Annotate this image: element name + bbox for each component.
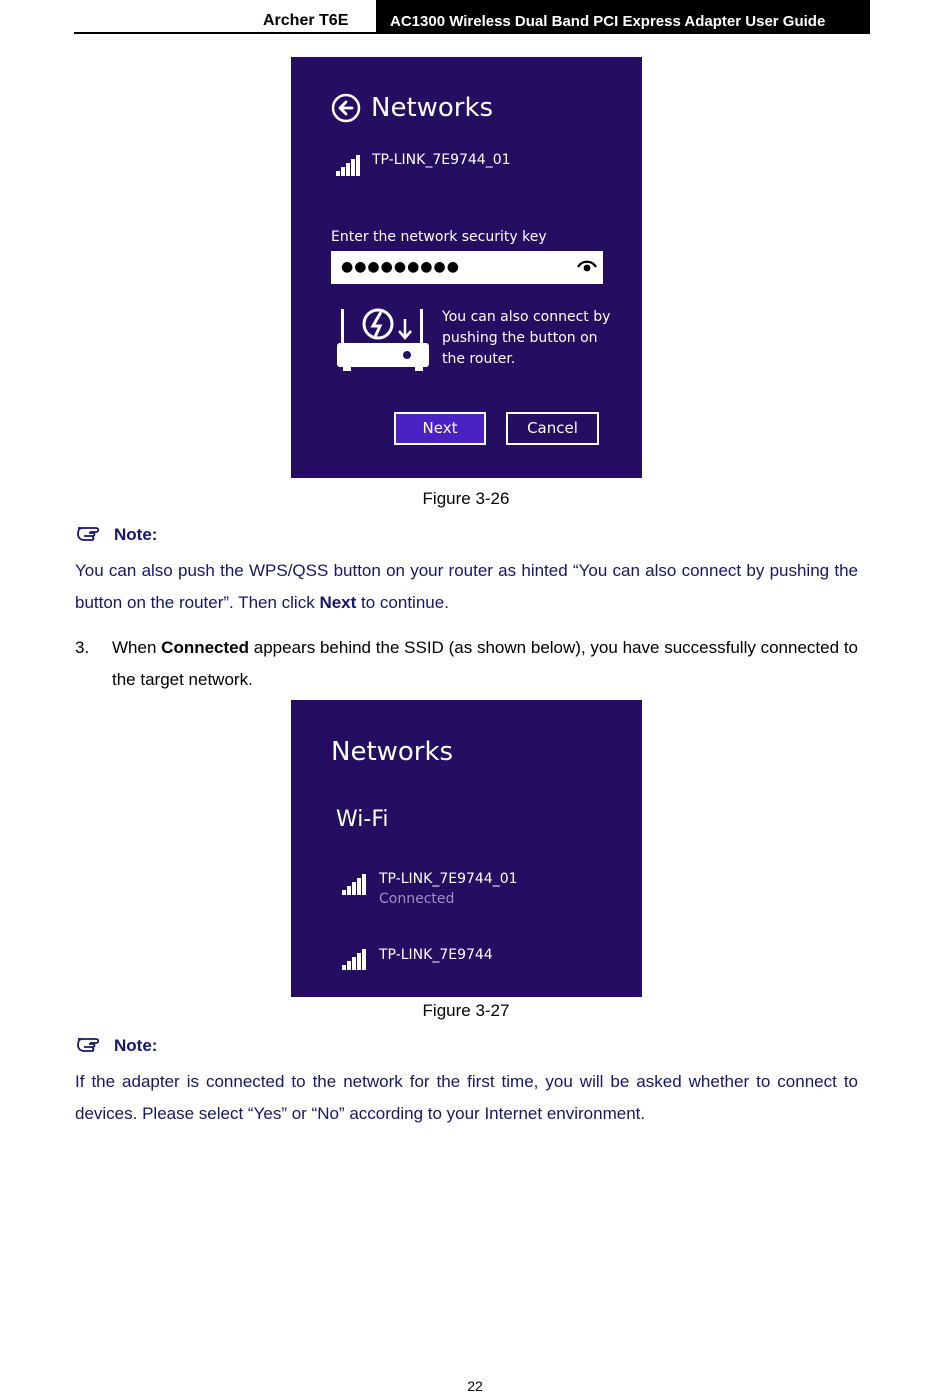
router-wps-icon bbox=[335, 307, 431, 373]
note-text-start: You can also push the WPS/QSS button on your router as hinted “You can also connect by pushing the button on the router”. Then click bbox=[75, 561, 858, 612]
network-ssid[interactable]: TP-LINK_7E9744_01 bbox=[379, 871, 518, 887]
note-label: Note: bbox=[114, 1036, 158, 1055]
networks-title: Networks bbox=[331, 737, 454, 767]
step-text bbox=[112, 632, 858, 696]
networks-title: Networks bbox=[371, 93, 494, 123]
back-arrow-icon[interactable] bbox=[331, 93, 361, 123]
cancel-button[interactable]: Cancel bbox=[506, 412, 599, 445]
figure-caption-3-27: Figure 3-27 bbox=[422, 1001, 510, 1020]
wifi-section-label: Wi-Fi bbox=[336, 807, 389, 832]
next-button[interactable]: Next bbox=[394, 412, 486, 445]
note-label: Note: bbox=[114, 525, 158, 544]
note-text-bold: Next bbox=[319, 593, 357, 612]
network-ssid[interactable]: TP-LINK_7E9744_01 bbox=[372, 152, 511, 168]
figure-network-key-screenshot bbox=[291, 57, 642, 478]
step-number: 3. bbox=[75, 638, 90, 657]
pointing-hand-icon bbox=[76, 1033, 106, 1053]
security-key-input[interactable] bbox=[331, 251, 603, 284]
note-paragraph: If the adapter is connected to the network for the first time, you will be asked whether to connect to devices. Please select “Yes” or “No” according to your Internet environment. bbox=[75, 1072, 858, 1123]
wifi-signal-icon bbox=[342, 948, 368, 970]
figure-networks-connected-screenshot bbox=[291, 700, 642, 997]
security-key-label: Enter the network security key bbox=[331, 229, 547, 245]
step-text-start: When bbox=[112, 638, 162, 657]
step-text-end: appears behind the SSID (as shown below), you have successfully connected to the target network. bbox=[112, 638, 858, 689]
connection-status: Connected bbox=[379, 891, 455, 907]
header-product-name: Archer T6E bbox=[263, 12, 349, 29]
wifi-signal-icon bbox=[342, 873, 368, 895]
note-paragraph bbox=[75, 555, 858, 619]
figure-caption-3-26: Figure 3-26 bbox=[422, 489, 510, 508]
security-key-value: ●●●●●●●●● bbox=[341, 259, 460, 275]
page-number: 22 bbox=[467, 1378, 483, 1394]
pointing-hand-icon bbox=[76, 522, 106, 542]
network-ssid[interactable]: TP-LINK_7E9744 bbox=[379, 947, 493, 963]
wifi-signal-icon bbox=[336, 154, 362, 176]
step-text-bold: Connected bbox=[161, 638, 250, 657]
header-guide-title: AC1300 Wireless Dual Band PCI Express Adapter User Guide bbox=[376, 0, 870, 34]
wps-hint-text: You can also connect by pushing the button on the router. bbox=[442, 309, 611, 367]
header-rule bbox=[74, 32, 376, 34]
note-text-end: to continue. bbox=[356, 593, 449, 612]
eye-icon[interactable] bbox=[577, 259, 597, 273]
